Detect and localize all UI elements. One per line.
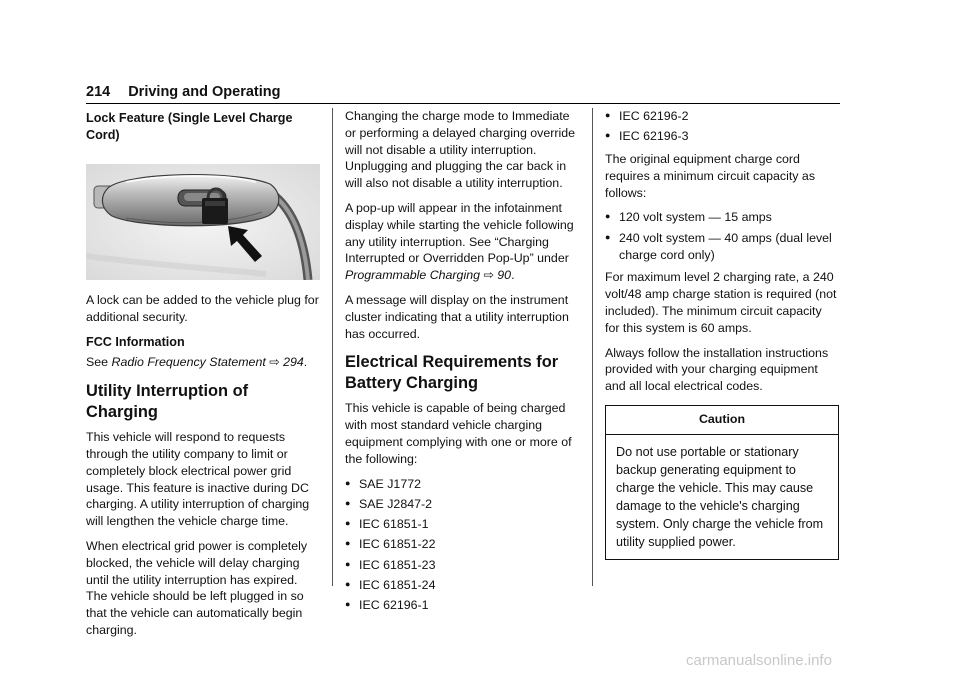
programmable-charging-page-ref[interactable]: 90 — [497, 268, 512, 283]
column-3 — [605, 108, 839, 560]
circuit-list — [605, 209, 839, 263]
circuit-capacity-text: The original equipment charge cord requires a minimum circuit capacity as follows: — [605, 152, 816, 200]
list-item: ● IEC 62196-3 — [605, 128, 839, 145]
utility-interruption-heading: Utility Interruption of Charging — [86, 382, 249, 422]
electrical-requirements-heading: Electrical Requirements for Battery Charging — [345, 353, 559, 393]
utility-interruption-text-2: When electrical grid power is completely blocked, the vehicle will delay charging until the utility interruption has expired. The vehicle should be left plugged in so that the vehicle can automatically begin charging. — [86, 538, 308, 637]
list-item: ● 240 volt system — 40 amps (dual level charge cord only) — [605, 230, 839, 264]
list-item: ● IEC 61851-22 — [345, 536, 579, 553]
page-reference-arrow-icon: ⇨ — [269, 355, 280, 370]
fcc-page-ref[interactable]: 294 — [283, 355, 304, 370]
section-title: Driving and Operating — [128, 84, 281, 100]
list-item: ● IEC 61851-23 — [345, 557, 579, 574]
column-2 — [345, 108, 579, 620]
page-header — [86, 84, 280, 100]
column-1 — [86, 108, 320, 647]
list-item: ● IEC 62196-2 — [605, 108, 839, 125]
installation-text: Always follow the installation instructions provided with your charging equipment and all local electrical codes. — [605, 345, 829, 394]
caution-title: Caution — [606, 406, 838, 435]
lock-feature-heading: Lock Feature (Single Level Charge Cord) — [86, 111, 293, 142]
radio-frequency-link[interactable]: Radio Frequency Statement — [111, 355, 266, 370]
page-number: 214 — [86, 84, 111, 100]
electrical-requirements-text: This vehicle is capable of being charged with most standard vehicle charging equipment complying with one or more of the following: — [345, 401, 572, 466]
list-item: ● IEC 62196-1 — [345, 597, 579, 614]
page-reference-arrow-icon: ⇨ — [483, 268, 494, 283]
fcc-see-label: See — [86, 355, 112, 370]
standards-list-continued — [605, 108, 839, 145]
utility-interruption-text-1: This vehicle will respond to requests through the utility company to limit or completely block electrical power grid usage. This feature is inactive during DC charging. A utility interruption of charging will lengthen the vehicle charge time. — [86, 430, 310, 529]
list-item: ● 120 volt system — 15 amps — [605, 209, 839, 226]
charge-plug-lock-photo — [86, 164, 320, 280]
programmable-charging-link[interactable]: Programmable Charging — [345, 268, 480, 283]
list-item: ● IEC 61851-1 — [345, 516, 579, 533]
list-item: ● IEC 61851-24 — [345, 577, 579, 594]
header-rule — [86, 103, 840, 104]
fcc-heading: FCC Information — [86, 334, 185, 349]
standards-list — [345, 476, 579, 615]
fcc-text: See Radio Frequency Statement ⇨ 294. — [86, 355, 308, 370]
caution-body: Do not use portable or stationary backup generating equipment to charge the vehicle. This may cause damage to the vehicle's charging system. Only charge the vehicle from utility supplied power. — [616, 444, 824, 549]
level2-text: For maximum level 2 charging rate, a 240 volt/48 amp charge station is required (not included). The minimum circuit capacity for this system is 60 amps. — [605, 270, 837, 335]
column-divider-2 — [592, 108, 593, 586]
popup-text-body: A pop-up will appear in the infotainment display while starting the vehicle following any utility interruption. See “Charging Interrupted or Overridden Pop-Up” under — [345, 200, 574, 266]
lock-feature-text: A lock can be added to the vehicle plug for additional security. — [86, 293, 319, 324]
watermark: carmanualsonline.info — [686, 652, 832, 669]
list-item: ● SAE J2847-2 — [345, 496, 579, 513]
charge-mode-text: Changing the charge mode to Immediate or performing a delayed charging override will not disable a utility interruption. Unplugging and plugging the car back in will also not disable a utility interruption. — [345, 109, 576, 191]
column-divider-1 — [332, 108, 333, 586]
cluster-message-text: A message will display on the instrument cluster indicating that a utility interruption has occurred. — [345, 292, 569, 341]
popup-text: A pop-up will appear in the infotainment display while starting the vehicle following any utility interruption. See “Charging Interrupted or Overridden Pop-Up” under Programmable Charging ⇨ 90. — [345, 200, 574, 283]
list-item: ● SAE J1772 — [345, 476, 579, 493]
caution-box — [605, 405, 839, 560]
